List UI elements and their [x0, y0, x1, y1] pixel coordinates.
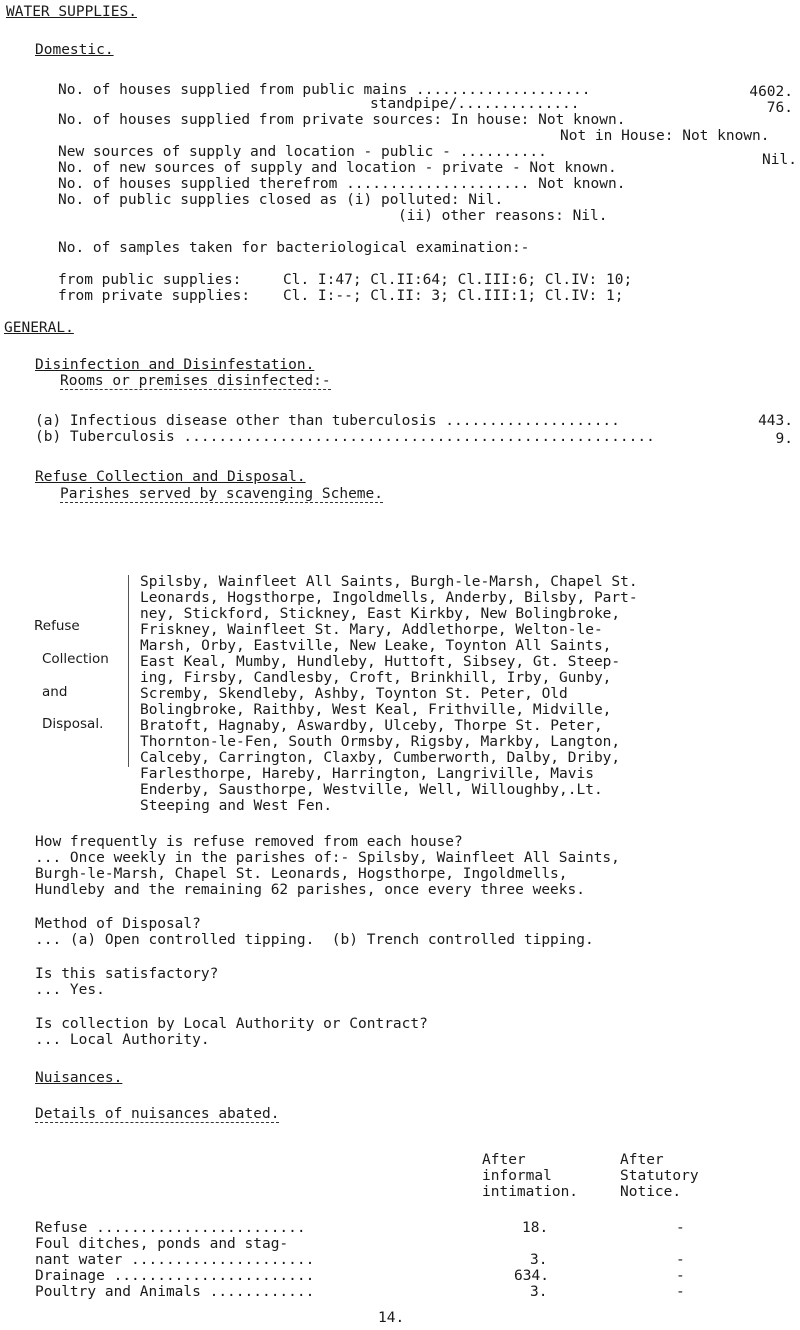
table-row-label: Drainage ....................... [35, 1268, 315, 1284]
parish-line: Farlesthorpe, Hareby, Harrington, Langriville, Mavis [140, 766, 594, 782]
authority-answer: ... Local Authority. [35, 1032, 210, 1048]
parish-line: Leonards, Hogsthorpe, Ingoldmells, Anderby, Bilsby, Part- [140, 590, 638, 606]
new-sources-nil: Nil. [762, 152, 797, 168]
nuisances-title: Nuisances. [35, 1070, 123, 1086]
col-statutory-header: Notice. [620, 1184, 682, 1200]
satisfactory-answer: ... Yes. [35, 982, 105, 998]
method-question: Method of Disposal? [35, 916, 201, 932]
samples-private-values: Cl. I:--; Cl.II: 3; Cl.III:1; Cl.IV: 1; [283, 288, 624, 304]
tuberculosis-label: (b) Tuberculosis ...................................................... [35, 429, 655, 445]
frequency-question: How frequently is refuse removed from each house? [35, 834, 463, 850]
parish-line: Friskney, Wainfleet St. Mary, Addlethorpe, Welton-le- [140, 622, 603, 638]
parish-line: Enderby, Sausthorpe, Westville, Well, Willoughby,.Lt. [140, 782, 603, 798]
table-cell-informal: 3. [530, 1284, 548, 1300]
samples-public-label: from public supplies: [58, 272, 242, 288]
parish-line: Thornton-le-Fen, South Ormsby, Rigsby, Markby, Langton, [140, 734, 621, 750]
table-cell-statutory: - [676, 1284, 685, 1300]
public-mains-label: No. of houses supplied from public mains .................... [58, 82, 591, 98]
table-cell-informal: 634. [514, 1268, 549, 1284]
parish-line: Bolingbroke, Raithby, West Keal, Frithville, Midville, [140, 702, 612, 718]
private-sources-line: No. of houses supplied from private sources: In house: Not known. [58, 112, 626, 128]
refuse-side-label-1: Refuse [34, 618, 80, 634]
not-in-house-line: Not in House: Not known. [560, 128, 770, 144]
parish-line: Bratoft, Hagnaby, Aswardby, Ulceby, Thorpe St. Peter, [140, 718, 603, 734]
nuisances-subtitle: Details of nuisances abated. [35, 1106, 280, 1122]
satisfactory-question: Is this satisfactory? [35, 966, 219, 982]
subsection-domestic: Domestic. [35, 42, 114, 58]
parish-line: East Keal, Mumby, Hundleby, Huttoft, Sibsey, Gt. Steep- [140, 654, 621, 670]
col-informal-header: intimation. [482, 1184, 579, 1200]
tuberculosis-value: 9. [775, 431, 793, 447]
new-sources-public-line: New sources of supply and location - public - .......... [58, 144, 547, 160]
parish-line: ney, Stickford, Stickney, East Kirkby, New Bolingbroke, [140, 606, 621, 622]
closed-other-line: (ii) other reasons: Nil. [398, 208, 608, 224]
col-informal-header: informal [482, 1168, 552, 1184]
table-cell-statutory: - [676, 1268, 685, 1284]
parishes-bracket [128, 575, 135, 767]
parish-line: Steeping and West Fen. [140, 798, 333, 814]
col-statutory-header: Statutory [620, 1168, 699, 1184]
new-sources-private-line: No. of new sources of supply and location - private - Not known. [58, 160, 617, 176]
parish-line: Spilsby, Wainfleet All Saints, Burgh-le-Marsh, Chapel St. [140, 574, 638, 590]
parish-line: Calceby, Carrington, Claxby, Cumberworth, Dalby, Driby, [140, 750, 621, 766]
col-statutory-header: After [620, 1152, 664, 1168]
refuse-side-label-3: and [42, 684, 68, 700]
table-row-label: Refuse ........................ [35, 1220, 306, 1236]
page-number: 14. [378, 1310, 405, 1326]
refuse-side-label-4: Disposal. [42, 716, 104, 732]
table-cell-informal: 3. [530, 1252, 548, 1268]
rooms-subtitle: Rooms or premises disinfected:- [60, 373, 331, 389]
infectious-value: 443. [758, 413, 793, 429]
col-informal-header: After [482, 1152, 526, 1168]
houses-therefrom-line: No. of houses supplied therefrom ..................... Not known. [58, 176, 626, 192]
frequency-answer-line: Hundleby and the remaining 62 parishes, once every three weeks. [35, 882, 585, 898]
table-row-label: Poultry and Animals ............ [35, 1284, 315, 1300]
table-row-label: Foul ditches, ponds and stag- [35, 1236, 289, 1252]
parish-line: Scremby, Skendleby, Ashby, Toynton St. Peter, Old [140, 686, 568, 702]
samples-title: No. of samples taken for bacteriological examination:- [58, 240, 530, 256]
public-mains-value: 4602. [749, 84, 793, 100]
frequency-answer-line: Burgh-le-Marsh, Chapel St. Leonards, Hogsthorpe, Ingoldmells, [35, 866, 568, 882]
parish-line: ing, Firsby, Candlesby, Croft, Brinkhill, Irby, Gunby, [140, 670, 612, 686]
standpipe-value: 76. [766, 100, 793, 116]
table-cell-informal: 18. [522, 1220, 549, 1236]
disinfection-title: Disinfection and Disinfestation. [35, 357, 315, 373]
frequency-answer-line: ... Once weekly in the parishes of:- Spilsby, Wainfleet All Saints, [35, 850, 620, 866]
infectious-label: (a) Infectious disease other than tuberculosis .................... [35, 413, 620, 429]
standpipe-label: standpipe/.............. [370, 96, 580, 112]
table-row-label: nant water ..................... [35, 1252, 315, 1268]
samples-public-values: Cl. I:47; Cl.II:64; Cl.III:6; Cl.IV: 10; [283, 272, 633, 288]
table-cell-statutory: - [676, 1252, 685, 1268]
closed-polluted-line: No. of public supplies closed as (i) polluted: Nil. [58, 192, 504, 208]
table-cell-statutory: - [676, 1220, 685, 1236]
samples-private-label: from private supplies: [58, 288, 251, 304]
refuse-subtitle: Parishes served by scavenging Scheme. [60, 486, 384, 502]
authority-question: Is collection by Local Authority or Contract? [35, 1016, 428, 1032]
section-title: WATER SUPPLIES. [6, 4, 137, 20]
general-heading: GENERAL. [4, 320, 74, 336]
refuse-title: Refuse Collection and Disposal. [35, 469, 306, 485]
refuse-side-label-2: Collection [42, 651, 109, 667]
parish-line: Marsh, Orby, Eastville, New Leake, Toynton All Saints, [140, 638, 612, 654]
method-answer: ... (a) Open controlled tipping. (b) Trench controlled tipping. [35, 932, 594, 948]
